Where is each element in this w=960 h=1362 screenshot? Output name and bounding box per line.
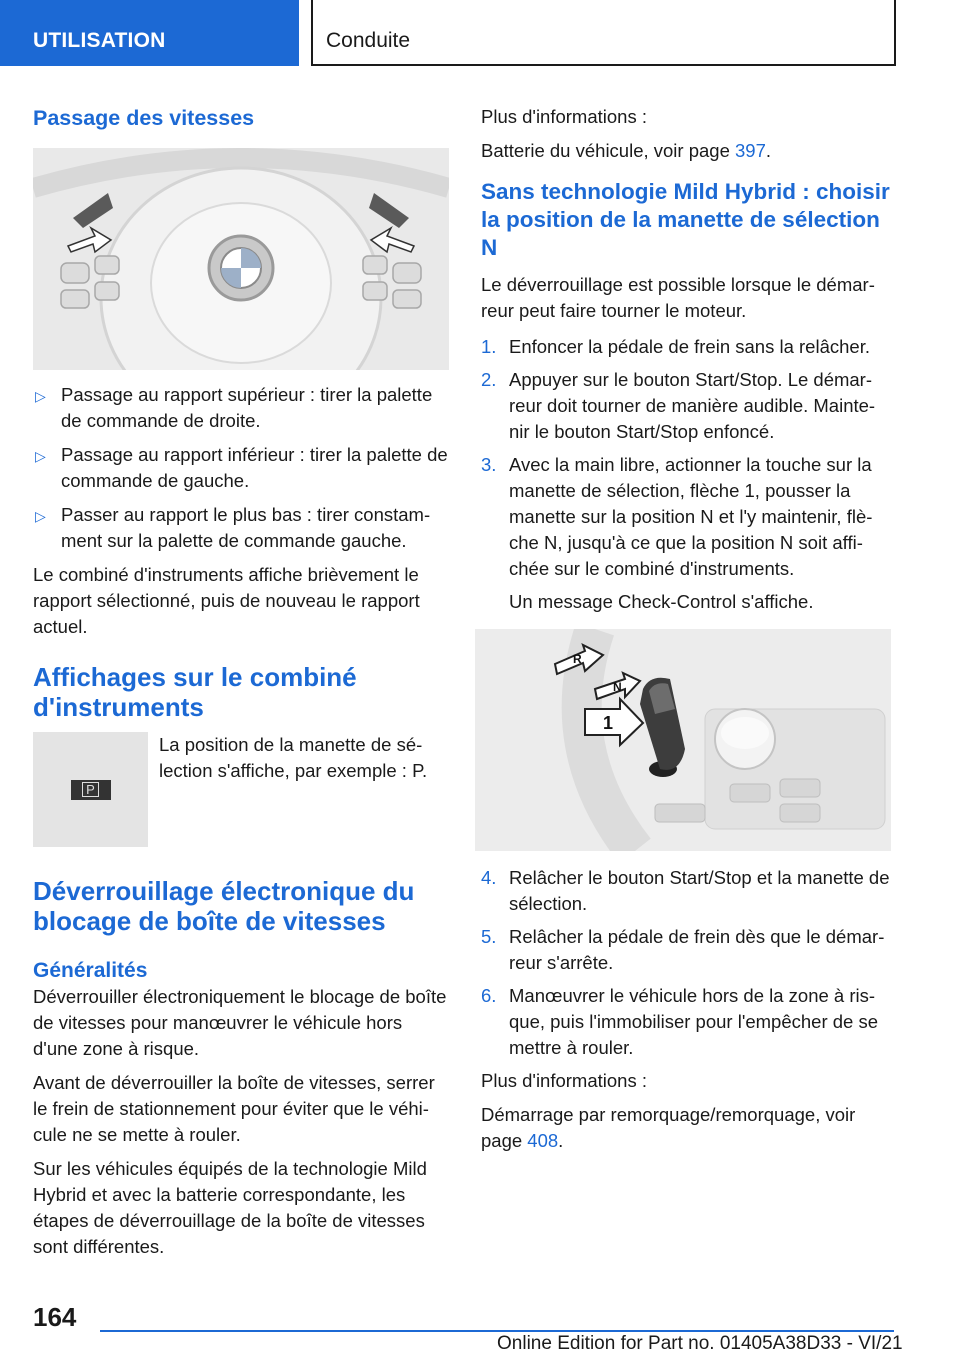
steps-list-a xyxy=(481,334,893,615)
page-link-408[interactable]: 408 xyxy=(527,1130,559,1151)
gear-indicator-p-icon: P xyxy=(71,780,111,800)
heading-shift: Passage des vitesses xyxy=(33,106,255,130)
page-link-397[interactable]: 397 xyxy=(735,140,766,161)
heading-affichages: Affichages sur le combiné d'instruments xyxy=(33,662,357,722)
triangle-bullet-icon: ▷ xyxy=(35,448,46,464)
paragraph-affichage: La position de la manette de sé-lection s'affiche, par exemple : P. xyxy=(159,734,428,781)
heading-sans-mild-hybrid: Sans technologie Mild Hybrid : choisir la position de la manette de sélection N xyxy=(481,179,890,260)
more-info-label-2: Plus d'informations : xyxy=(481,1070,647,1091)
list-item: ▷ Passer au rapport le plus bas : tirer constam-ment sur la palette de commande gauche. xyxy=(35,504,431,551)
left-column xyxy=(33,100,449,1268)
gear-display-figure xyxy=(33,732,148,847)
label-1: 1 xyxy=(603,713,614,733)
edition-text: Online Edition for Part no. 01405A38D33 - VI/21 xyxy=(497,1333,903,1354)
list-item: 6. Manœuvrer le véhicule hors de la zone à ris-que, puis l'immobiliser pour l'empêcher de se mettre à rouler. xyxy=(481,985,879,1058)
list-item: 1. Enfoncer la pédale de frein sans la relâcher. xyxy=(481,336,870,357)
triangle-bullet-icon: ▷ xyxy=(35,508,46,524)
section-tab[interactable]: UTILISATION xyxy=(0,0,299,66)
heading-deverrouillage: Déverrouillage électronique du blocage de boîte de vitesses xyxy=(33,876,415,936)
label-n: N xyxy=(613,680,622,694)
steering-wheel-illustration xyxy=(33,148,449,370)
gear-selector-figure xyxy=(475,629,891,851)
paragraph-intro: Le déverrouillage est possible lorsque le démar-reur peut faire tourner le moteur. xyxy=(481,274,875,321)
list-item: 2. Appuyer sur le bouton Start/Stop. Le démar-reur doit tourner de manière audible. Mainte-nir le bouton Start/Stop enfoncé. xyxy=(481,369,876,442)
paragraph-combine: Le combiné d'instruments affiche brièvement le rapport sélectionné, puis de nouveau le rapport actuel. xyxy=(33,564,420,637)
page-number: 164 xyxy=(33,1302,77,1332)
towing-reference: Démarrage par remorquage/remorquage, voir page 408. xyxy=(481,1104,856,1151)
steps-list-b xyxy=(481,865,893,1061)
triangle-bullet-icon: ▷ xyxy=(35,388,46,404)
list-item: 5. Relâcher la pédale de frein dès que le démar-reur s'arrête. xyxy=(481,926,885,973)
list-item: 3. Avec la main libre, actionner la touche sur la manette de sélection, flèche 1, pousser la manette sur la position N et l'y maintenir, flè-che N, jusqu'à ce que la position N soit affi-chée sur le combiné d'instruments. Un message Check-Control s'affiche. xyxy=(481,454,873,612)
steering-wheel-figure xyxy=(33,148,449,370)
right-column xyxy=(481,104,893,1162)
topic-tab[interactable]: Conduite xyxy=(311,0,896,66)
gear-selector-illustration xyxy=(475,629,891,851)
list-item: 4. Relâcher le bouton Start/Stop et la manette de sélection. xyxy=(481,867,890,914)
paragraph-gen3: Sur les véhicules équipés de la technologie Mild Hybrid et avec la batterie correspondante, les étapes de déverrouillage de la boîte de vitesses sont différentes. xyxy=(33,1158,427,1257)
footer-divider xyxy=(100,1330,894,1332)
more-info-label: Plus d'informations : xyxy=(481,106,647,127)
label-r: R xyxy=(573,652,582,666)
battery-reference: Batterie du véhicule, voir page 397. xyxy=(481,140,772,161)
heading-generalites: Généralités xyxy=(33,959,148,982)
shift-bullets xyxy=(33,382,449,554)
list-item: ▷ Passage au rapport supérieur : tirer la palette de commande de droite. xyxy=(35,384,433,431)
paragraph-gen2: Avant de déverrouiller la boîte de vitesses, serrer le frein de stationnement pour éviter que le véhi-cule ne se mette à rouler. xyxy=(33,1072,435,1145)
paragraph-gen1: Déverrouiller électroniquement le blocage de boîte de vitesses pour manœuvrer le véhicule hors d'une zone à risque. xyxy=(33,986,447,1059)
affichage-block xyxy=(33,732,449,847)
list-item: ▷ Passage au rapport inférieur : tirer la palette de commande de gauche. xyxy=(35,444,448,491)
